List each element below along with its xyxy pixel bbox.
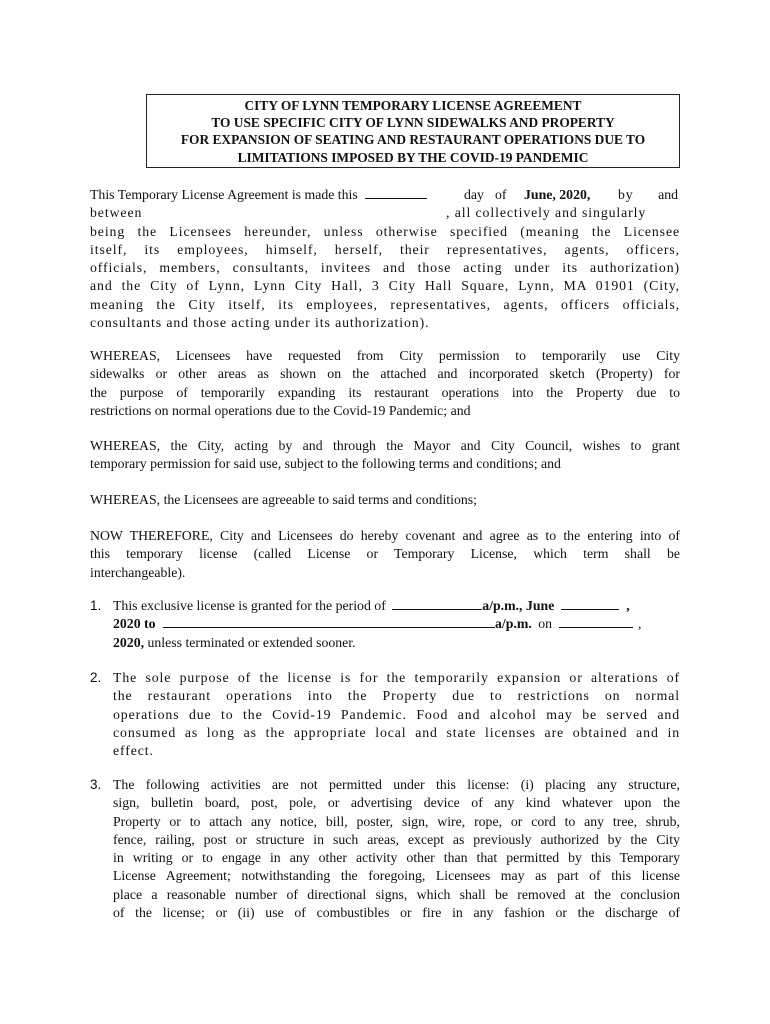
item1-comma-1: , [626,598,630,613]
whereas2-line-2: temporary permission for said use, subject to the following terms and conditions; and [90,456,561,472]
item3-line-2: sign, bulletin board, post, pole, or advertising device of any kind whatever upon the [113,795,680,811]
title-line-3: FOR EXPANSION OF SEATING AND RESTAURANT OPERATIONS DUE TO [180,132,646,148]
intro-line-4: itself, its employees, himself, herself, their representatives, agents, officers, [90,241,680,257]
item2-line-1: The sole purpose of the license is for the temporarily expansion or alterations of [113,670,680,685]
day-blank[interactable] [365,186,427,199]
item3-line-3: Property or to attach any notice, bill, poster, sign, wire, rope, or cord to any tree, shrub, [113,813,680,829]
whereas-paragraph-1 [90,347,680,420]
now-therefore-line-3: interchangeable). [90,564,186,580]
item1-ampm-2: a/p.m. [495,616,532,632]
item3-line-6: License Agreement; notwithstanding the foregoing, Licensees may as part of this license [113,868,680,884]
title-line-2: TO USE SPECIFIC CITY OF LYNN SIDEWALKS AND PROPERTY [211,115,615,131]
item1-ampm-june: a/p.m., June [482,598,555,613]
start-day-blank[interactable] [561,597,619,610]
now-therefore-paragraph [90,527,680,582]
item1-2020: 2020, [113,634,145,650]
intro-date: June, 2020, [524,187,591,202]
item2-line-3: operations due to the Covid-19 Pandemic. Food and alcohol may be served and [113,706,680,722]
title-line-4: LIMITATIONS IMPOSED BY THE COVID-19 PANDEMIC [237,149,589,165]
item-3-number: 3. [90,777,102,792]
item3-line-7: place a reasonable number of directional signs, which shall be removed at the conclusion [113,886,680,902]
item-1-number: 1. [90,598,102,613]
intro-line-5: officials, members, consultants, invitees and those acting under its authorization) [90,260,680,276]
item1-text-1: This exclusive license is granted for the period of [113,598,386,613]
item-2 [113,669,680,760]
intro-line-3: being the Licensees hereunder, unless otherwise specified (meaning the Licensee [90,223,680,239]
item1-comma-2: , [637,616,642,632]
item-2-number: 2. [90,670,102,685]
end-time-blank[interactable] [163,615,495,628]
item2-line-2: the restaurant operations into the Property due to restrictions on normal [113,688,680,704]
intro-text-1: This Temporary License Agreement is made this [90,187,358,202]
title-line-1: CITY OF LYNN TEMPORARY LICENSE AGREEMENT [244,98,582,113]
whereas1-line-4: restrictions on normal operations due to the Covid-19 Pandemic; and [90,402,471,418]
item2-line-5: effect. [113,743,154,759]
end-date-blank[interactable] [559,615,633,628]
whereas1-line-1: WHEREAS, Licensees have requested from City permission to temporarily use City [90,348,680,363]
item1-on: on [538,616,553,632]
now-therefore-line-2: this temporary license (called License or Temporary License, which term shall be [90,546,680,562]
whereas2-line-1: WHEREAS, the City, acting by and through the Mayor and City Council, wishes to grant [90,438,680,453]
start-time-blank[interactable] [392,597,482,610]
whereas-paragraph-2 [90,437,680,474]
item-3 [113,776,680,922]
intro-between: between [90,205,143,221]
intro-line-6: and the City of Lynn, Lynn City Hall, 3 City Hall Square, Lynn, MA 01901 (City, [90,278,680,294]
item1-unless: unless terminated or extended sooner. [147,634,356,650]
intro-collectively: , all collectively and singularly [446,205,647,221]
intro-and: and [658,187,678,202]
now-therefore-line-1: NOW THEREFORE, City and Licensees do hereby covenant and agree as to the entering into of [90,528,680,543]
item3-line-1: The following activities are not permitted under this license: (i) placing any structure, [113,777,680,792]
intro-day: day [464,187,484,202]
intro-paragraph [90,186,680,332]
item3-line-8: of the license; or (ii) use of combustibles or fire in any fashion or the discharge of [113,905,680,921]
whereas3-line: WHEREAS, the Licensees are agreeable to said terms and conditions; [90,492,477,507]
item2-line-4: consumed as long as the appropriate local and state licenses are obtained and in [113,724,680,740]
intro-of: of [495,187,507,202]
whereas-paragraph-3 [90,491,680,509]
title-box [146,94,680,168]
whereas1-line-3: the purpose of temporarily expanding its restaurant operations into the Property due to [90,384,680,400]
item3-line-5: in writing or to engage in any other activity other than that permitted by this Temporary [113,850,680,866]
whereas1-line-2: sidewalks or other areas as shown on the attached and incorporated sketch (Property) for [90,366,680,382]
item-1 [113,597,680,652]
item3-line-4: fence, railing, post or structure in such areas, except as previously authorized by the City [113,831,680,847]
intro-line-8: consultants and those acting under its authorization). [90,315,430,331]
intro-by: by [618,187,634,202]
intro-line-7: meaning the City itself, its employees, representatives, agents, officers officials, [90,296,680,312]
item1-2020-to: 2020 to [113,616,156,632]
